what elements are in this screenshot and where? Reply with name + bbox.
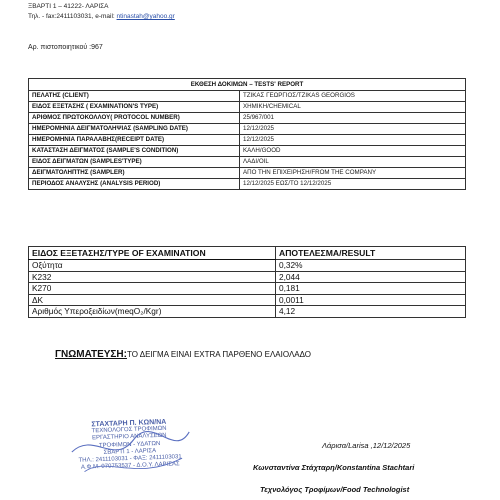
report-value: 12/12/2025 — [240, 135, 466, 146]
stamp-line: ΣΒΑΡΤΙ 1 - ΛΑΡΙΣΑ — [103, 447, 157, 456]
test-report-table — [28, 78, 466, 190]
report-value: ΛΑΔΙ/OIL — [240, 157, 466, 168]
opinion-text: ΤΟ ΔΕΙΓΜΑ ΕΙΝΑΙ EXTRA ΠΑΡΘΕΝΟ ΕΛΑΙΟΛΑΔΟ — [126, 350, 312, 359]
contact-line — [28, 12, 175, 21]
report-label: ΚΑΤΑΣΤΑΣΗ ΔΕΙΓΜΑΤΟΣ (SAMPLE'S CONDITION) — [29, 146, 240, 157]
column-header-examination: ΕΙΔΟΣ ΕΞΕΤΑΣΗΣ/TYPE OF EXAMINATION — [29, 247, 276, 260]
email-link[interactable]: ntinastah@yahoo.gr — [116, 13, 175, 20]
result-parameter: K232 — [29, 271, 276, 283]
report-row — [29, 179, 466, 190]
report-value: 12/12/2025 ΕΩΣ/TO 12/12/2025 — [240, 179, 466, 190]
stamp-line: ΤΡΟΦΙΜΩΝ - ΥΔΑΤΩΝ — [98, 440, 161, 449]
signature-scribble-icon — [63, 418, 197, 495]
laboratory-stamp — [63, 418, 197, 495]
result-parameter: Οξύτητα — [29, 260, 276, 272]
result-value: 0,181 — [276, 283, 466, 295]
examination-results-table — [28, 246, 466, 318]
report-title: ΕΚΘΕΣΗ ΔΟΚΙΜΩΝ – TESTS' REPORT — [29, 79, 466, 91]
report-value: ΚΑΛΗ/GOOD — [240, 146, 466, 157]
result-parameter: K270 — [29, 283, 276, 295]
report-row — [29, 91, 466, 102]
signatory-role: Τεχνολόγος Τροφίμων/Food Technologist — [260, 485, 410, 494]
result-row — [29, 260, 466, 272]
report-label: ΔΕΙΓΜΑΤΟΛΗΠΤΗΣ (SAMPLER) — [29, 168, 240, 179]
stamp-line: ΣΤΑΧΤΑΡΗ Π. ΚΩΝ/ΝΑ — [91, 418, 167, 429]
report-label: ΗΜΕΡΟΜΗΝΙΑ ΠΑΡΑΛΑΒΗΣ(RECEIPT DATE) — [29, 135, 240, 146]
certificate-number: Αρ. πιστοποιητικού :967 — [28, 44, 103, 51]
stamp-line: Α.Φ.Μ. 070753537 - Δ.Ο.Υ. ΛΑΡΙΣΑΣ — [80, 461, 180, 471]
report-row — [29, 168, 466, 179]
result-row — [29, 283, 466, 295]
result-row — [29, 294, 466, 306]
report-label: ΗΜΕΡΟΜΗΝΙΑ ΔΕΙΓΜΑΤΟΛΗΨΙΑΣ (SAMPLING DATE) — [29, 124, 240, 135]
opinion-label: ΓΝΩΜΑΤΕΥΣΗ: — [55, 349, 127, 360]
report-label: ΕΙΔΟΣ ΕΞΕΤΑΣΗΣ ( EXAMINATION'S TYPE) — [29, 102, 240, 113]
report-label: ΕΙΔΟΣ ΔΕΙΓΜΑΤΩΝ (SAMPLES'TYPE) — [29, 157, 240, 168]
report-value: ΤΖΙΚΑΣ ΓΕΩΡΓΙΟΣ/TZIKAS GEORGIOS — [240, 91, 466, 102]
report-value: ΑΠΟ ΤΗΝ ΕΠΙΧΕΙΡΗΣΗ/FROM THE COMPANY — [240, 168, 466, 179]
report-row — [29, 157, 466, 168]
report-value: ΧΗΜΙΚΗ/CHEMICAL — [240, 102, 466, 113]
report-row — [29, 135, 466, 146]
stamp-line: ΤΕΧΝΟΛΟΓΟΣ ΤΡΟΦΙΜΩΝ — [91, 425, 167, 435]
result-row — [29, 306, 466, 318]
report-label: ΠΕΡΙΟΔΟΣ ΑΝΑΛΥΣΗΣ (ANALYSIS PERIOD) — [29, 179, 240, 190]
signatory-name: Κωνσταντίνα Στάχταρη/Konstantina Stachtari — [253, 463, 415, 472]
report-row — [29, 113, 466, 124]
result-parameter: Αριθμός Υπεροξειδίων(meqO₂/Kgr) — [29, 306, 276, 318]
result-value: 0,32% — [276, 260, 466, 272]
report-row — [29, 102, 466, 113]
report-value: 12/12/2025 — [240, 124, 466, 135]
report-label: ΠΕΛΑΤΗΣ (CLIENT) — [29, 91, 240, 102]
result-parameter: ΔΚ — [29, 294, 276, 306]
stamp-line: ΤΗΛ.: 2411103031 - ΦΑΞ: 2411103031 — [78, 454, 182, 464]
report-row — [29, 146, 466, 157]
result-value: 2,044 — [276, 271, 466, 283]
report-row — [29, 124, 466, 135]
result-value: 4,12 — [276, 306, 466, 318]
result-row — [29, 271, 466, 283]
report-title-row — [29, 79, 466, 91]
stamp-line: ΕΡΓΑΣΤΗΡΙΟ ΑΝΑΛΥΣΕΩΝ — [91, 433, 167, 442]
column-header-result: ΑΠΟΤΕΛΕΣΜΑ/RESULT — [276, 247, 466, 260]
address-line: ΞΒΑΡΤΙ 1 – 41222- ΛΑΡΙΣΑ — [28, 3, 109, 10]
opinion-line — [55, 349, 311, 360]
results-header-row — [29, 247, 466, 260]
place-date: Λάρισα/Larisa ,12/12/2025 — [322, 441, 411, 450]
report-value: 25/967/001 — [240, 113, 466, 124]
result-value: 0,0011 — [276, 294, 466, 306]
contact-text: Τηλ. - fax:2411103031, e-mail: — [28, 13, 117, 20]
report-label: ΑΡΙΘΜΟΣ ΠΡΩΤΟΚΟΛΛΟΥ( PROTOCOL NUMBER) — [29, 113, 240, 124]
